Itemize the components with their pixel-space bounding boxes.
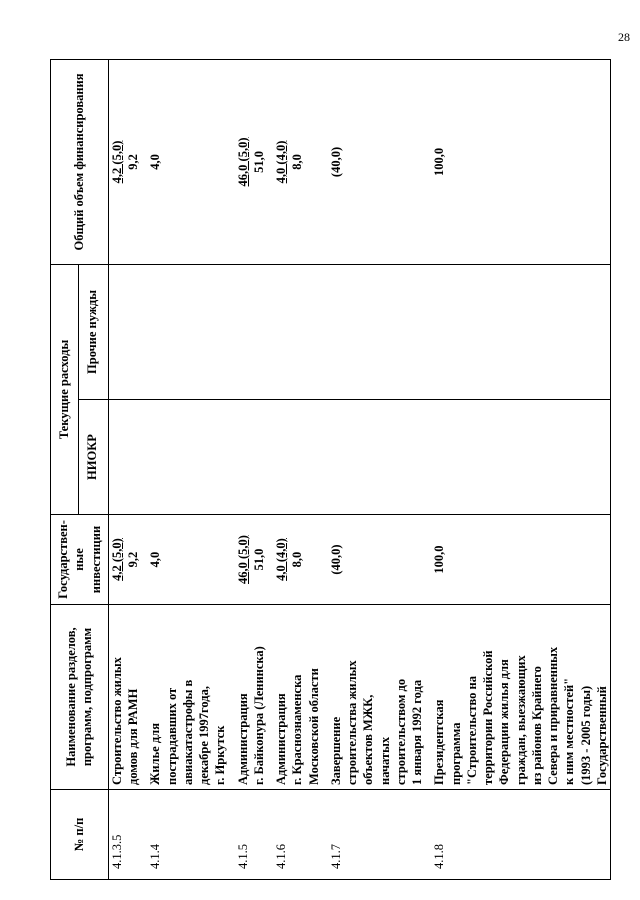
total-financing-cell (431, 59, 610, 264)
header-niokr: НИОКР (78, 400, 108, 515)
row-name-line: г. Байконура (Ленинска) (251, 646, 266, 785)
row-name-line: "Строительство на (464, 676, 479, 785)
total-value: 4,0 (4,0) (274, 140, 288, 184)
gov-value: 4,0 (148, 551, 163, 568)
table-row (273, 59, 322, 879)
row-name-line: Администрация (274, 693, 288, 785)
total-value: (40,0) (328, 146, 343, 178)
total-value: 4,2 (5,0) (109, 140, 124, 184)
other-needs-cell (328, 264, 426, 399)
row-name-line: Государственный (594, 686, 609, 785)
header-name: Наименование разделов, программ, подпрограмм (51, 605, 109, 790)
row-name-line: Севера и приравненных (546, 646, 560, 785)
row-name (235, 605, 268, 790)
gov-investments-cell (431, 515, 610, 605)
gov-value: 46,0 (5,0) (235, 535, 250, 584)
total-financing-cell (273, 59, 322, 264)
row-name-line: г. Краснознаменска (290, 674, 305, 785)
row-number-text: 4.1.4 (148, 844, 163, 869)
row-number (108, 790, 141, 880)
gov-investments-cell (273, 515, 322, 605)
row-name-line: объектов МЖК, (361, 694, 376, 785)
row-name (108, 605, 141, 790)
row-name (273, 605, 322, 790)
gov-value: 4,0 (4,0) (274, 538, 288, 581)
row-number (273, 790, 322, 880)
total-value: 51,0 (251, 151, 266, 173)
row-name-line: начатых (377, 736, 392, 785)
row-number-text: 4.1.6 (274, 844, 288, 869)
table-row (147, 59, 228, 879)
row-number-text: 4.1.8 (432, 844, 447, 869)
row-name (328, 605, 426, 790)
rotated-table-wrapper (50, 60, 609, 880)
row-name-line: (1993 - 2005 годы) (578, 685, 593, 785)
row-number-text: 4.1.3.5 (109, 834, 124, 869)
total-value: 46,0 (5,0) (235, 137, 250, 187)
table-row (235, 59, 268, 879)
header-other-needs: Прочие нужды (78, 264, 108, 399)
total-financing-cell (235, 59, 268, 264)
row-number (431, 790, 610, 880)
gov-value: 8,0 (290, 551, 305, 568)
gov-investments-cell (328, 515, 426, 605)
other-needs-cell (431, 264, 610, 399)
row-name-line: Президентская (432, 699, 447, 785)
header-total-financing: Общий объем финансирования (51, 59, 109, 264)
row-number-text: 4.1.7 (328, 844, 343, 869)
row-number-text: 4.1.5 (235, 844, 250, 869)
table-row (108, 59, 141, 879)
niokr-cell (108, 400, 141, 515)
row-number (235, 790, 268, 880)
row-name-line: граждан, выезжающих (513, 655, 528, 785)
row-name-line: строительства жилых (345, 660, 359, 785)
total-financing-cell (108, 59, 141, 264)
row-name-line: из районов Крайнего (529, 666, 544, 785)
financing-table (50, 59, 611, 880)
gov-value: 9,2 (126, 551, 140, 568)
niokr-cell (235, 400, 268, 515)
page-number: 28 (618, 30, 630, 44)
row-name-line: Жилье для (148, 723, 163, 785)
row-name-line: авиакатастрофы в (180, 679, 195, 785)
total-value: 8,0 (290, 154, 305, 170)
other-needs-cell (235, 264, 268, 399)
other-needs-cell (108, 264, 141, 399)
row-name (147, 605, 228, 790)
gov-investments-cell (108, 515, 141, 605)
row-name-line: пострадавших от (164, 687, 179, 785)
other-needs-cell (273, 264, 322, 399)
gov-value: 51,0 (251, 548, 266, 571)
other-needs-cell (147, 264, 228, 399)
niokr-cell (273, 400, 322, 515)
row-name-line: Завершение (328, 716, 343, 785)
table-body (108, 59, 610, 879)
row-name-line: Строительство жилых (109, 657, 124, 785)
total-value: 9,2 (126, 154, 140, 170)
niokr-cell (147, 400, 228, 515)
row-name-line: декабре 1997года, (197, 686, 211, 785)
header-current-expenses: Текущие расходы (51, 264, 79, 514)
niokr-cell (431, 400, 610, 515)
gov-value: (40,0) (328, 544, 343, 575)
gov-value: 100,0 (432, 545, 447, 574)
niokr-cell (328, 400, 426, 515)
row-number (328, 790, 426, 880)
row-name-line: к ним местностей" (562, 677, 577, 785)
row-name-line: строительством до (393, 678, 408, 785)
row-name-line: Федерации жилья для (497, 659, 512, 785)
header-gov-investments: Государствен-ные инвестиции (51, 515, 109, 605)
total-value: 4,0 (148, 154, 163, 170)
table-row (328, 59, 426, 879)
header-no: № п/п (51, 790, 109, 880)
row-number (147, 790, 228, 880)
row-name-line: 1 января 1992 года (410, 679, 424, 785)
row-name-line: домов для РАМН (126, 688, 140, 785)
row-name-line: Администрация (235, 693, 250, 785)
row-name-line: г. Иркутск (213, 725, 228, 785)
gov-value: 4,2 (5,0) (109, 538, 124, 581)
gov-investments-cell (147, 515, 228, 605)
total-financing-cell (147, 59, 228, 264)
row-name-line: Московской области (306, 668, 321, 785)
row-name-line: территории Российской (481, 650, 495, 785)
row-name (431, 605, 610, 790)
total-value: 100,0 (432, 147, 447, 177)
total-financing-cell (328, 59, 426, 264)
row-name-line: программа (448, 722, 463, 785)
gov-investments-cell (235, 515, 268, 605)
table-row (431, 59, 610, 879)
